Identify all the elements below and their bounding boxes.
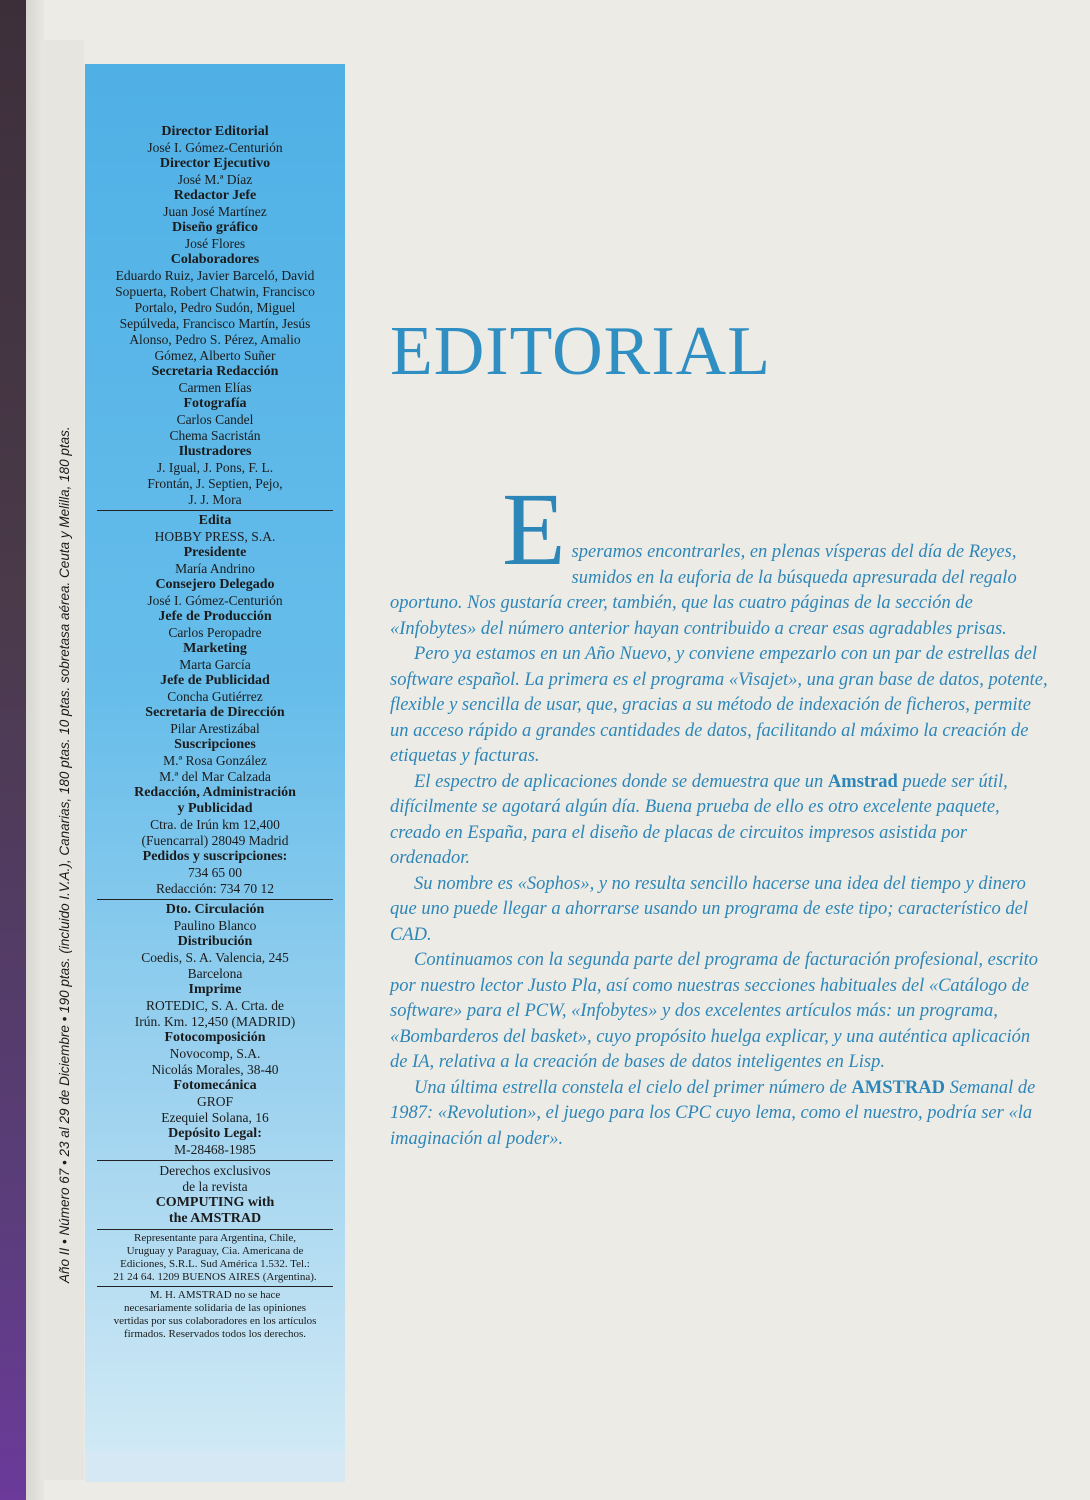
editorial-paragraph: Pero ya estamos en un Año Nuevo, y conviene empezarlo con un par de estrellas del software español. La primera es el programa «Visajet», una gran base de datos, potente, flexible y sencilla de usar, que, gracias a su método de indexación de ficheros, permite un acceso rápido a grandes cantidades de datos, facilitando al máximo la creación de etiquetas y facturas. xyxy=(390,644,1048,766)
distribution-list xyxy=(91,902,339,1158)
magazine-page-edge xyxy=(0,0,26,1500)
staff-role: Secretaria de Dirección xyxy=(145,705,285,720)
staff-block xyxy=(91,220,339,252)
staff-name: Carlos Peropadre xyxy=(168,625,262,640)
staff-block xyxy=(91,609,339,641)
staff-name: Carlos Candel xyxy=(176,412,254,427)
staff-role: Fotomecánica xyxy=(173,1078,257,1093)
staff-name: M.ª Rosa González xyxy=(163,753,267,768)
staff-role: Jefe de Producción xyxy=(158,609,272,624)
paragraph-text: speramos encontrarles, en plenas vísperas del día de Reyes, sumidos en la euforia de la búsqueda apresurada del regalo oportuno. Nos gustaría creer, también, que las cuatro páginas de la sección de «Infobytes» del número anterior hayan contribuido a crear esas agradables prisas. xyxy=(390,542,1017,639)
legal-line: 21 24 64. 1209 BUENOS AIRES (Argentina). xyxy=(113,1271,317,1283)
representative-block xyxy=(91,1232,339,1284)
legal-line: Ediciones, S.R.L. Sud América 1.532. Tel.: xyxy=(120,1258,310,1270)
staff-name: José Flores xyxy=(184,236,246,251)
staff-block xyxy=(91,705,339,737)
legal-line: firmados. Reservados todos los derechos. xyxy=(123,1328,307,1340)
staff-name: Alonso, Pedro S. Pérez, Amalio xyxy=(129,332,301,347)
staff-block xyxy=(91,737,339,785)
staff-name: Paulino Blanco xyxy=(173,918,257,933)
staff-name: Concha Gutiérrez xyxy=(167,689,263,704)
staff-name: Novocomp, S.A. xyxy=(169,1046,261,1061)
staff-name: Eduardo Ruiz, Javier Barceló, David xyxy=(115,268,315,283)
divider xyxy=(97,899,333,900)
editorial-paragraph xyxy=(390,472,1050,642)
staff-name: Gómez, Alberto Suñer xyxy=(154,348,276,363)
staff-name: Ezequiel Solana, 16 xyxy=(161,1110,269,1125)
staff-name: Frontán, J. Septien, Pejo, xyxy=(147,476,283,491)
staff-role: Depósito Legal: xyxy=(168,1126,262,1141)
magazine-name: the AMSTRAD xyxy=(168,1211,262,1226)
staff-name: HOBBY PRESS, S.A. xyxy=(154,529,276,544)
staff-name: J. Igual, J. Pons, F. L. xyxy=(156,460,274,475)
staff-name: J. J. Mora xyxy=(188,492,242,507)
staff-name: M-28468-1985 xyxy=(174,1142,256,1157)
staff-name: Portalo, Pedro Sudón, Miguel xyxy=(134,300,296,315)
brand-name: AMSTRAD xyxy=(851,1077,945,1098)
staff-name: María Andrino xyxy=(175,561,255,576)
staff-name: Irún. Km. 12,450 (MADRID) xyxy=(134,1014,296,1029)
editorial-paragraph xyxy=(390,770,1050,872)
staff-role: Redacción, Administración xyxy=(134,785,296,800)
staff-role: y Publicidad xyxy=(177,801,253,816)
staff-block xyxy=(91,902,339,934)
rights-line: Derechos exclusivos xyxy=(159,1163,271,1178)
staff-credits-sidebar xyxy=(85,64,345,1452)
page-gutter xyxy=(26,0,44,1500)
staff-block xyxy=(91,849,339,881)
staff-role: Marketing xyxy=(183,641,247,656)
editorial-paragraph: Continuamos con la segunda parte del programa de facturación profesional, escrito por nuestro lector Justo Pla, así como nuestras secciones habituales del «Catálogo de software» para el PCW, «Infobytes» y dos excelentes artículos más: un programa, «Bombarderos del basket», cuyo propósito huelga explicar, y una auténtica aplicación de IA, relativa a la creación de bases de datos inteligentes en Lisp. xyxy=(390,950,1038,1072)
paragraph-text: puede ser útil, difícilmente se agotará algún día. Buena prueba de ello es otro excelente paquete, creado en España, para el diseño de placas de circuitos impresos asistida por ordenador. xyxy=(390,771,1008,868)
staff-name: Marta García xyxy=(179,657,251,672)
publisher-staff-list xyxy=(91,513,339,881)
staff-name: GROF xyxy=(196,1094,233,1109)
sidebar-bottom xyxy=(85,1452,345,1482)
staff-name: Pilar Arestizábal xyxy=(170,721,260,736)
rights-line: de la revista xyxy=(182,1179,248,1194)
staff-name: José I. Gómez-Centurión xyxy=(147,140,283,155)
staff-block xyxy=(91,513,339,545)
staff-block xyxy=(91,801,339,849)
paragraph-text: Semanal de 1987: «Revolution», el juego para los CPC cuyo lema, como el nuestro, podría ser «la imaginación al poder». xyxy=(390,1077,1036,1149)
staff-role: Diseño gráfico xyxy=(172,220,258,235)
staff-block xyxy=(91,364,339,396)
staff-block xyxy=(91,577,339,609)
staff-role: Jefe de Publicidad xyxy=(160,673,270,688)
staff-block xyxy=(91,1030,339,1078)
divider xyxy=(97,1160,333,1161)
staff-name: M.ª del Mar Calzada xyxy=(159,769,271,784)
staff-block xyxy=(91,641,339,673)
staff-name: Juan José Martínez xyxy=(163,204,267,219)
divider xyxy=(97,510,333,511)
staff-block xyxy=(91,1126,339,1158)
staff-role: Secretaria Redacción xyxy=(151,364,279,379)
staff-block xyxy=(91,156,339,188)
legal-line: vertidas por sus colaboradores en los artículos xyxy=(113,1315,317,1327)
redaccion-phone: Redacción: 734 70 12 xyxy=(155,881,275,896)
staff-block xyxy=(91,124,339,156)
editorial-body xyxy=(390,472,1050,1152)
staff-block xyxy=(91,396,339,444)
staff-role: Suscripciones xyxy=(174,737,256,752)
disclaimer-block xyxy=(91,1289,339,1341)
staff-role: Fotografía xyxy=(183,396,247,411)
editorial-paragraph xyxy=(390,1076,1050,1153)
staff-block xyxy=(91,252,339,364)
issue-info-vertical: Año II • Número 67 • 23 al 29 de Diciembre • 190 ptas. (incluido I.V.A.), Canarias, 180 ptas. 10 ptas. sobretasa aérea. Ceuta y Melilla, 180 ptas. xyxy=(57,426,72,1283)
staff-role: Consejero Delegado xyxy=(155,577,275,592)
staff-role: Distribución xyxy=(177,934,253,949)
staff-name: Sopuerta, Robert Chatwin, Francisco xyxy=(115,284,315,299)
staff-block xyxy=(91,934,339,982)
staff-block xyxy=(91,785,339,801)
staff-role: Ilustradores xyxy=(178,444,252,459)
staff-block xyxy=(91,545,339,577)
brand-name: Amstrad xyxy=(827,771,898,792)
staff-role: Edita xyxy=(198,513,232,528)
staff-role: Fotocomposición xyxy=(164,1030,266,1045)
legal-line: M. H. AMSTRAD no se hace xyxy=(149,1289,281,1301)
page-title: EDITORIAL xyxy=(390,313,771,390)
staff-name: Barcelona xyxy=(187,966,243,981)
staff-role: Pedidos y suscripciones: xyxy=(142,849,288,864)
staff-role: Colaboradores xyxy=(170,252,260,267)
editorial-staff-list xyxy=(91,124,339,508)
staff-role: Imprime xyxy=(188,982,242,997)
staff-name: Chema Sacristán xyxy=(169,428,261,443)
legal-line: necesariamente solidaria de las opiniones xyxy=(123,1302,307,1314)
staff-block xyxy=(91,1078,339,1126)
drop-cap: E xyxy=(502,472,566,587)
staff-block xyxy=(91,188,339,220)
staff-name: Sepúlveda, Francisco Martín, Jesús xyxy=(119,316,311,331)
staff-name: José M.ª Díaz xyxy=(177,172,253,187)
staff-block xyxy=(91,982,339,1030)
staff-role: Director Editorial xyxy=(161,124,269,139)
staff-role: Director Ejecutivo xyxy=(159,156,271,171)
staff-name: ROTEDIC, S. A. Crta. de xyxy=(146,998,284,1013)
staff-role: Presidente xyxy=(183,545,247,560)
legal-line: Representante para Argentina, Chile, xyxy=(134,1232,296,1244)
staff-name: (Fuencarral) 28049 Madrid xyxy=(141,833,289,848)
paragraph-text: Una última estrella constela el cielo del primer número de xyxy=(414,1077,852,1098)
staff-block xyxy=(91,673,339,705)
staff-name: Carmen Elías xyxy=(178,380,252,395)
legal-line: Uruguay y Paraguay, Cia. Americana de xyxy=(126,1245,304,1257)
rights-block xyxy=(91,1163,339,1227)
divider xyxy=(97,1229,333,1230)
staff-name: 734 65 00 xyxy=(188,865,242,880)
staff-name: Nicolás Morales, 38-40 xyxy=(151,1062,279,1077)
staff-name: José I. Gómez-Centurión xyxy=(147,593,283,608)
staff-name: Coedis, S. A. Valencia, 245 xyxy=(141,950,289,965)
staff-name: Ctra. de Irún km 12,400 xyxy=(150,817,280,832)
editorial-paragraph: Su nombre es «Sophos», y no resulta sencillo hacerse una idea del tiempo y dinero que uno puede llegar a ahorrarse usando un programa de este tipo; característico del CAD. xyxy=(390,873,1028,945)
staff-role: Dto. Circulación xyxy=(165,902,265,917)
divider xyxy=(97,1286,333,1287)
paragraph-text: El espectro de aplicaciones donde se demuestra que un xyxy=(414,771,828,792)
staff-block xyxy=(91,444,339,508)
staff-role: Redactor Jefe xyxy=(173,188,257,203)
magazine-name: COMPUTING with xyxy=(155,1195,275,1210)
